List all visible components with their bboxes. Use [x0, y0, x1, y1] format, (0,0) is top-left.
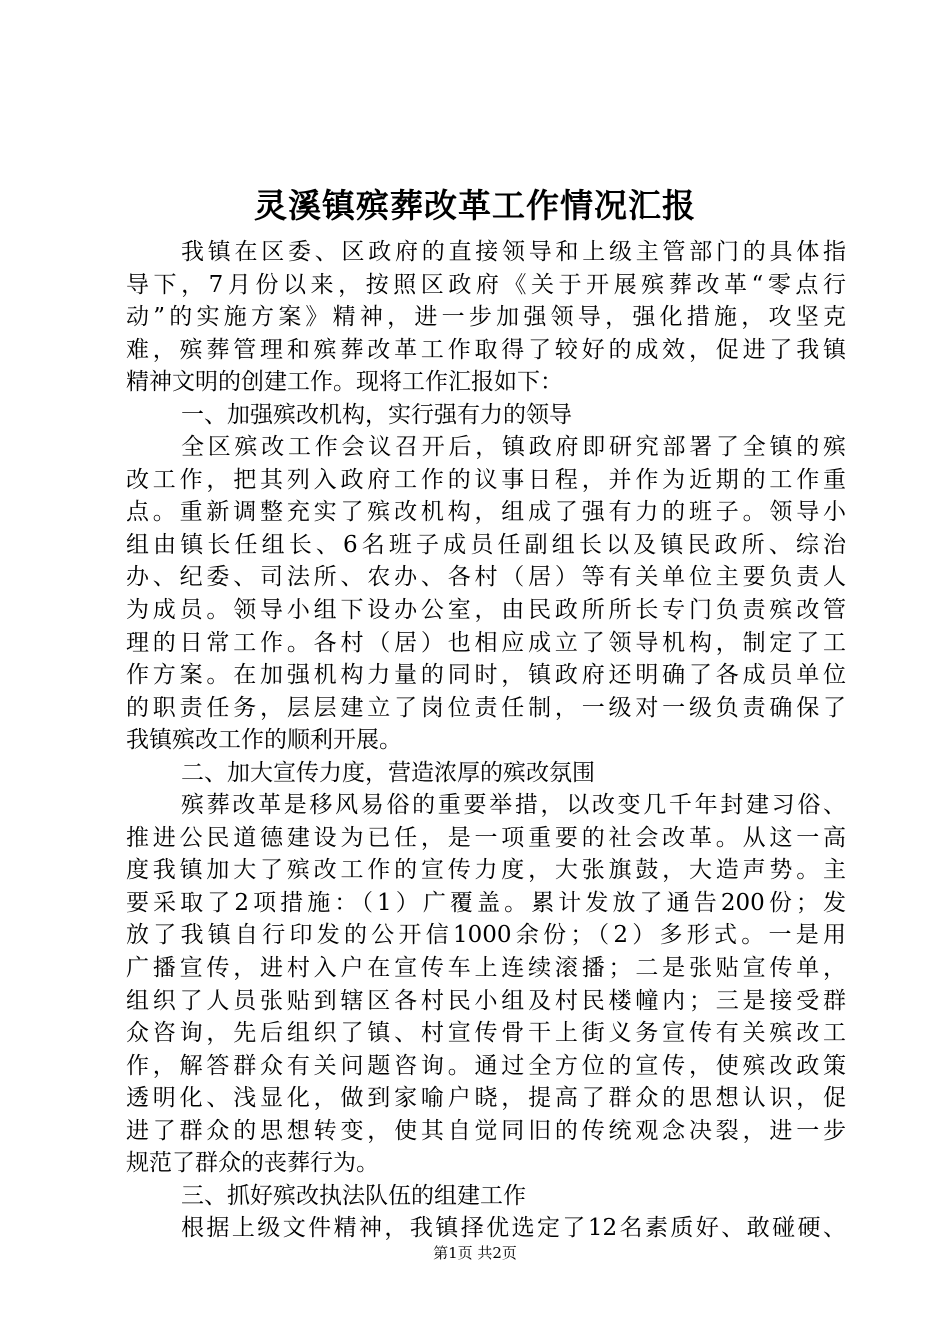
- text-line: 组织了人员张贴到辖区各村民小组及村民楼幢内；三是接受群: [126, 987, 846, 1014]
- text-line: 办、纪委、司法所、农办、各村（居）等有关单位主要负责人: [126, 564, 846, 591]
- text-line: 精神文明的创建工作。现将工作汇报如下：: [126, 369, 563, 396]
- text-line: 二、加大宣传力度，营造浓厚的殡改氛围: [181, 759, 595, 786]
- text-line: 难，殡葬管理和殡葬改革工作取得了较好的成效，促进了我镇: [126, 336, 846, 363]
- text-line: 要采取了2项措施：（1）广覆盖。累计发放了通告200份；发: [126, 889, 846, 916]
- text-line: 三、抓好殡改执法队伍的组建工作: [181, 1182, 526, 1209]
- text-line: 动”的实施方案》精神，进一步加强领导，强化措施，攻坚克: [126, 304, 846, 331]
- text-line: 一、加强殡改机构，实行强有力的领导: [181, 401, 572, 428]
- text-line: 根据上级文件精神，我镇择优选定了12名素质好、敢碰硬、: [181, 1215, 846, 1242]
- text-line: 我镇殡改工作的顺利开展。: [126, 727, 402, 754]
- text-line: 众咨询，先后组织了镇、村宣传骨干上街义务宣传有关殡改工: [126, 1020, 846, 1047]
- document-title: 灵溪镇殡葬改革工作情况汇报: [254, 186, 696, 225]
- text-line: 推进公民道德建设为已任，是一项重要的社会改革。从这一高: [126, 824, 846, 851]
- page-number-footer: 第1页 共2页: [433, 1244, 517, 1262]
- text-line: 规范了群众的丧葬行为。: [126, 1150, 379, 1177]
- document-body: [126, 236, 846, 1245]
- text-line: 导下，7月份以来，按照区政府《关于开展殡葬改革“零点行: [126, 271, 846, 298]
- text-line: 点。重新调整充实了殡改机构，组成了强有力的班子。领导小: [126, 499, 846, 526]
- text-line: 透明化、浅显化，做到家喻户晓，提高了群众的思想认识，促: [126, 1085, 846, 1112]
- text-line: 理的日常工作。各村（居）也相应成立了领导机构，制定了工: [126, 629, 846, 656]
- text-line: 组由镇长任组长、6名班子成员任副组长以及镇民政所、综治: [126, 531, 846, 558]
- text-line: 进了群众的思想转变，使其自觉同旧的传统观念决裂，进一步: [126, 1117, 846, 1144]
- text-line: 我镇在区委、区政府的直接领导和上级主管部门的具体指: [181, 239, 846, 265]
- text-line: 作方案。在加强机构力量的同时，镇政府还明确了各成员单位: [126, 662, 846, 689]
- text-line: 度我镇加大了殡改工作的宣传力度，大张旗鼓，大造声势。主: [126, 857, 846, 884]
- text-line: 殡葬改革是移风易俗的重要举措，以改变几千年封建习俗、: [181, 792, 846, 819]
- text-line: 放了我镇自行印发的公开信1000余份；（2）多形式。一是用: [126, 922, 846, 949]
- text-line: 为成员。领导小组下设办公室，由民政所所长专门负责殡改管: [126, 597, 846, 624]
- text-line: 的职责任务，层层建立了岗位责任制，一级对一级负责确保了: [126, 694, 846, 721]
- text-line: 广播宣传，进村入户在宣传车上连续滚播；二是张贴宣传单，: [126, 955, 846, 982]
- text-line: 作，解答群众有关问题咨询。通过全方位的宣传，使殡改政策: [126, 1052, 846, 1079]
- text-line: 全区殡改工作会议召开后，镇政府即研究部署了全镇的殡: [181, 434, 846, 461]
- text-line: 改工作，把其列入政府工作的议事日程，并作为近期的工作重: [126, 466, 846, 493]
